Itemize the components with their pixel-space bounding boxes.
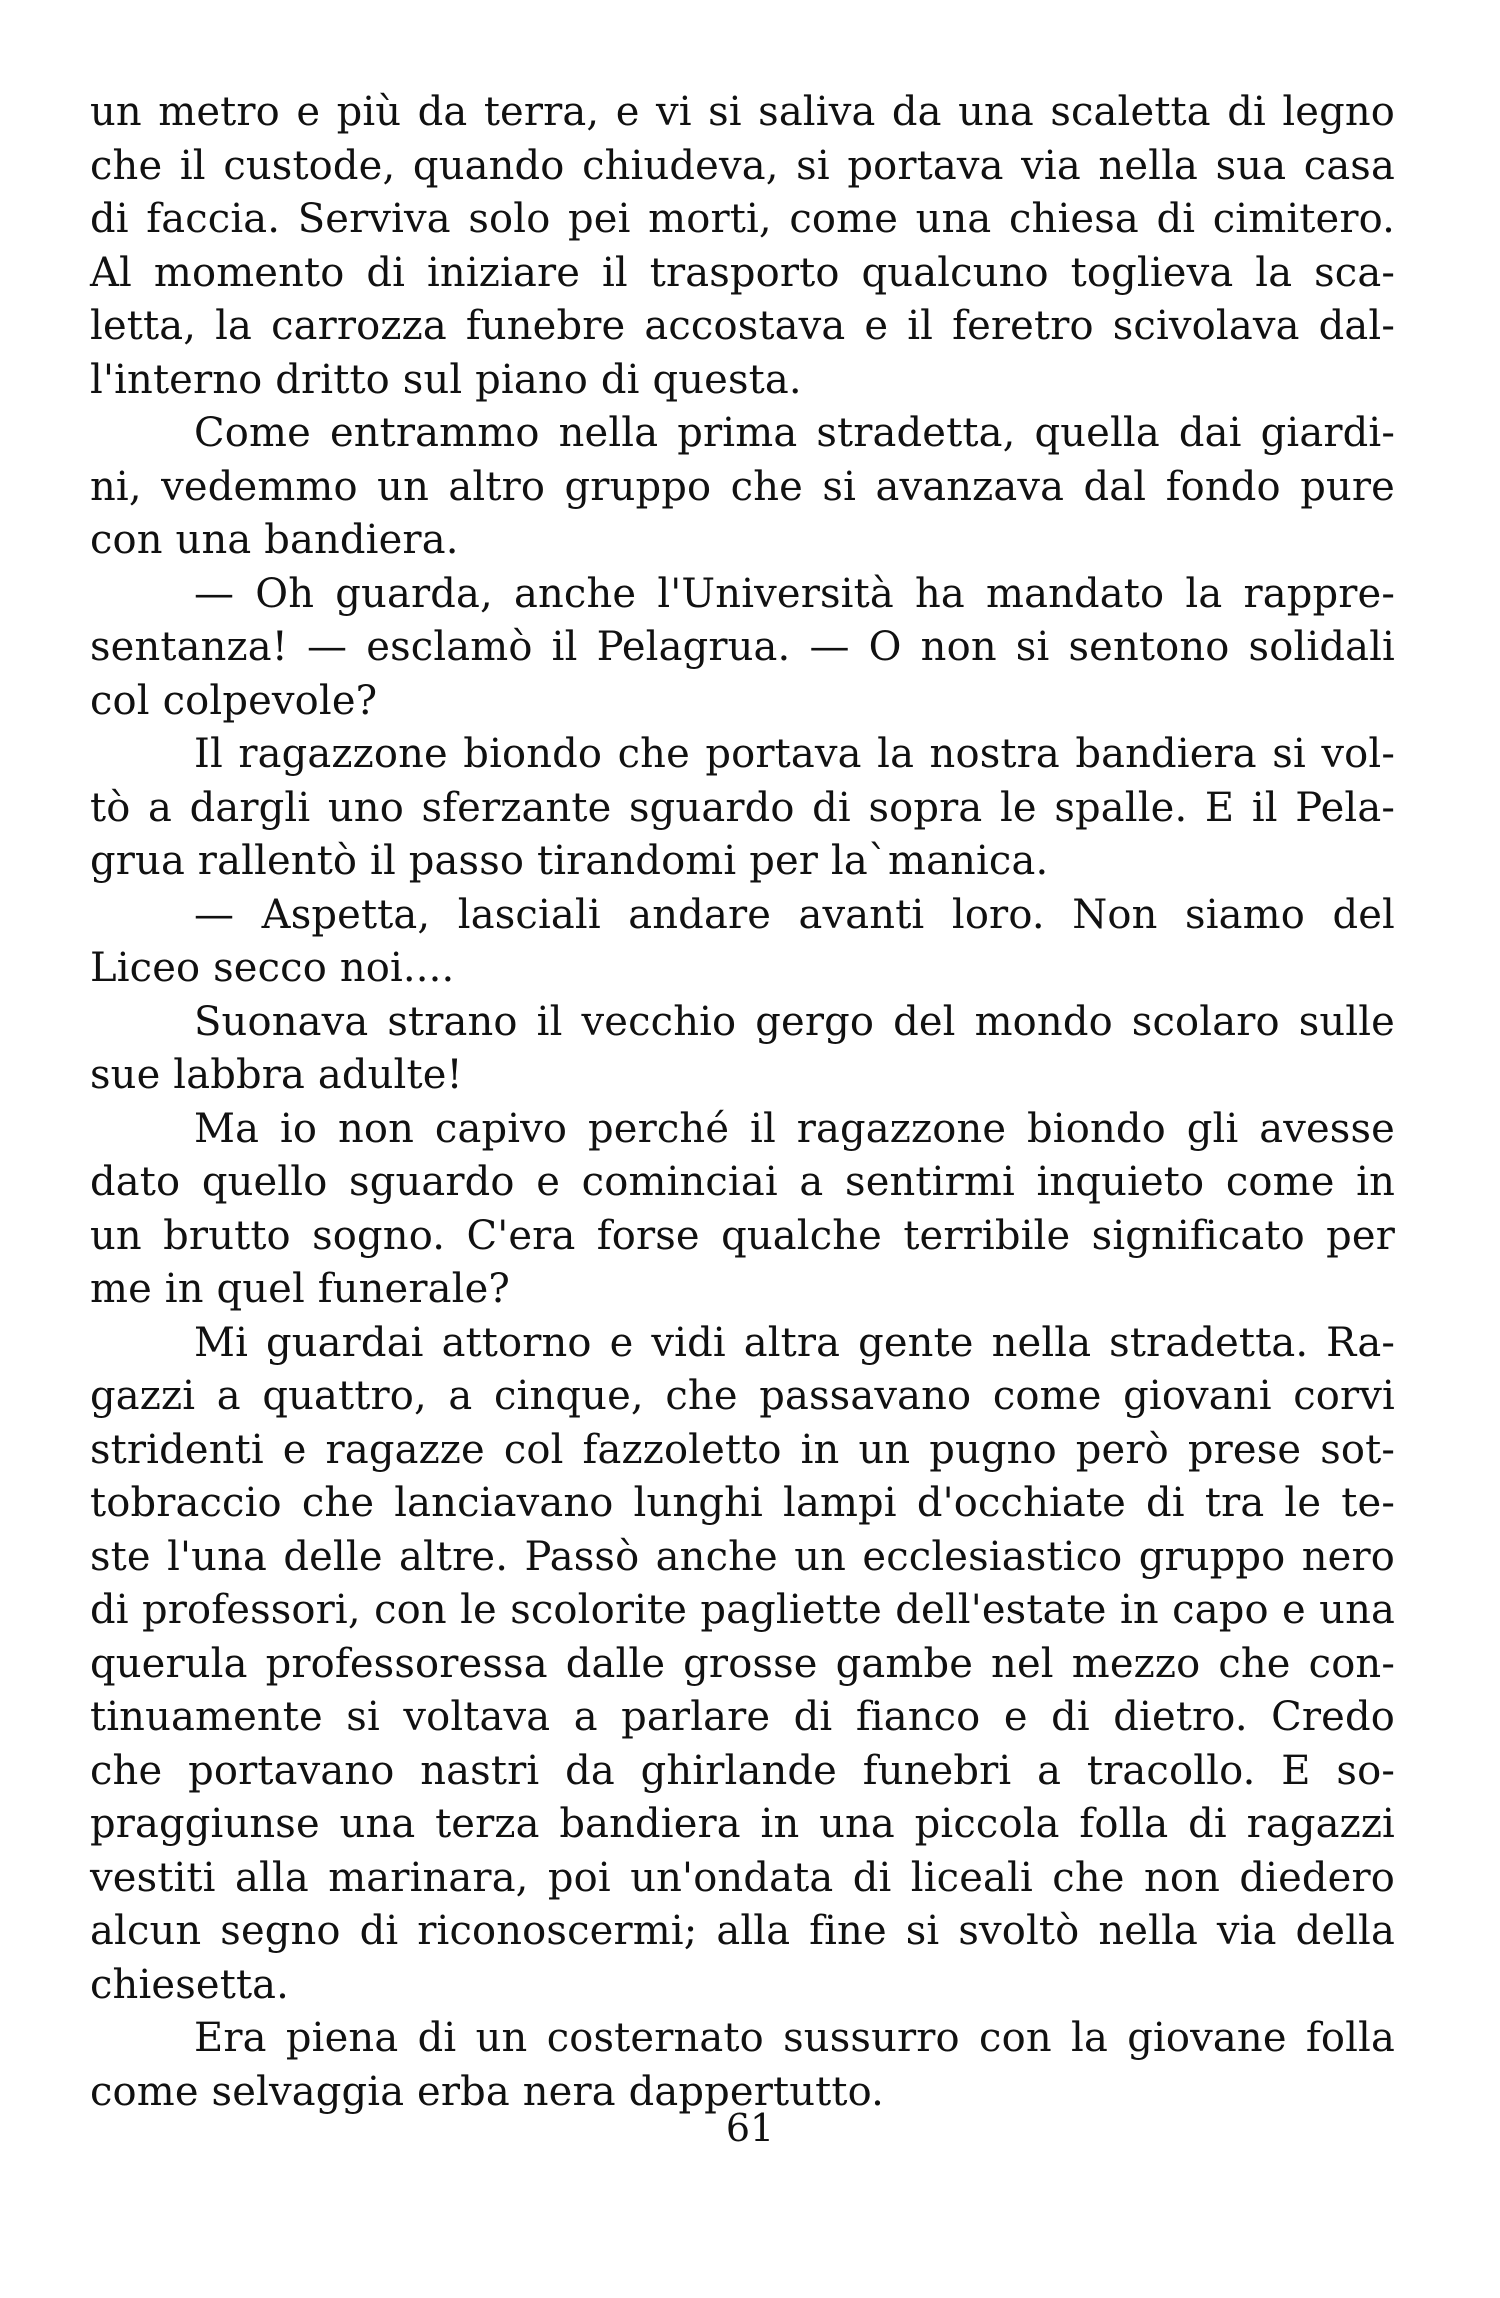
text-line: come selvaggia erba nera dappertutto. [90,2068,884,2115]
text-line: con una bandiera. [90,517,459,563]
text-line: l'interno dritto sul piano di questa. [90,356,802,403]
text-line: — Oh guarda, anche l'Università ha mandato la rappre- [194,570,1395,617]
text-line: gazzi a quattro, a cinque, che passavano come giovani corvi [90,1373,1395,1419]
text-line: dato quello sguardo e cominciai a sentirmi inquieto come in [90,1159,1395,1205]
text-line: tobraccio che lanciavano lunghi lampi d'occhiate di tra le te- [90,1480,1395,1526]
text-line: col colpevole? [90,677,378,724]
text-line: Come entrammo nella prima stradetta, quella dai giardi- [194,410,1395,456]
text-line: alcun segno di riconoscermi; alla fine si svoltò nella via della [90,1908,1395,1954]
text-line: Liceo secco noi.... [90,945,455,991]
text-line: Ma io non capivo perché il ragazzone biondo gli avesse [194,1105,1395,1152]
text-line: letta, la carrozza funebre accostava e il feretro scivolava dal- [90,303,1395,349]
text-line: tinuamente si voltava a parlare di fianco e di dietro. Credo [90,1694,1395,1740]
text-line: che il custode, quando chiudeva, si portava via nella sua casa [90,142,1395,189]
text-line: di faccia. Serviva solo pei morti, come una chiesa di cimitero. [90,196,1395,242]
page-number: 61 [725,2106,775,2150]
text-line: Il ragazzone biondo che portava la nostra bandiera si vol- [194,731,1395,777]
text-line: ni, vedemmo un altro gruppo che si avanzava dal fondo pure [90,463,1395,510]
text-line: stridenti e ragazze col fazzoletto in un pugno però prese sot- [90,1426,1395,1473]
text-line: tò a dargli uno sferzante sguardo di sopra le spalle. E il Pela- [90,784,1395,831]
text-line: grua rallentò il passo tirandomi per la`manica. [90,838,1049,884]
text-line: sentanza! — esclamò il Pelagrua. — O non si sentono solidali [90,624,1395,670]
text-line: querula professoressa dalle grosse gambe nel mezzo che con- [90,1640,1395,1687]
text-line: di professori, con le scolorite pagliette dell'estate in capo e una [90,1587,1395,1633]
text-line: sue labbra adulte! [90,1052,463,1098]
text-line: Al momento di iniziare il trasporto qualcuno toglieva la sca- [90,249,1395,296]
text-line: chiesetta. [90,1961,290,2008]
text-line: — Aspetta, lasciali andare avanti loro. Non siamo del [194,891,1395,938]
text-line: Era piena di un costernato sussurro con la giovane folla [194,2015,1395,2061]
body-text [90,86,1395,2119]
text-line: ste l'una delle altre. Passò anche un ecclesiastico gruppo nero [90,1533,1395,1580]
text-line: praggiunse una terza bandiera in una piccola folla di ragazzi [90,1801,1395,1847]
text-line: me in quel funerale? [90,1266,511,1312]
text-line: un metro e più da terra, e vi si saliva da una scaletta di legno [90,89,1395,135]
text-line: che portavano nastri da ghirlande funebri a tracollo. E so- [90,1747,1395,1794]
text-line: un brutto sogno. C'era forse qualche terribile significato per [90,1212,1395,1259]
text-line: Mi guardai attorno e vidi altra gente nella stradetta. Ra- [194,1319,1395,1366]
text-line: vestiti alla marinara, poi un'ondata di liceali che non diedero [90,1854,1395,1901]
text-line: Suonava strano il vecchio gergo del mondo scolaro sulle [194,998,1395,1045]
